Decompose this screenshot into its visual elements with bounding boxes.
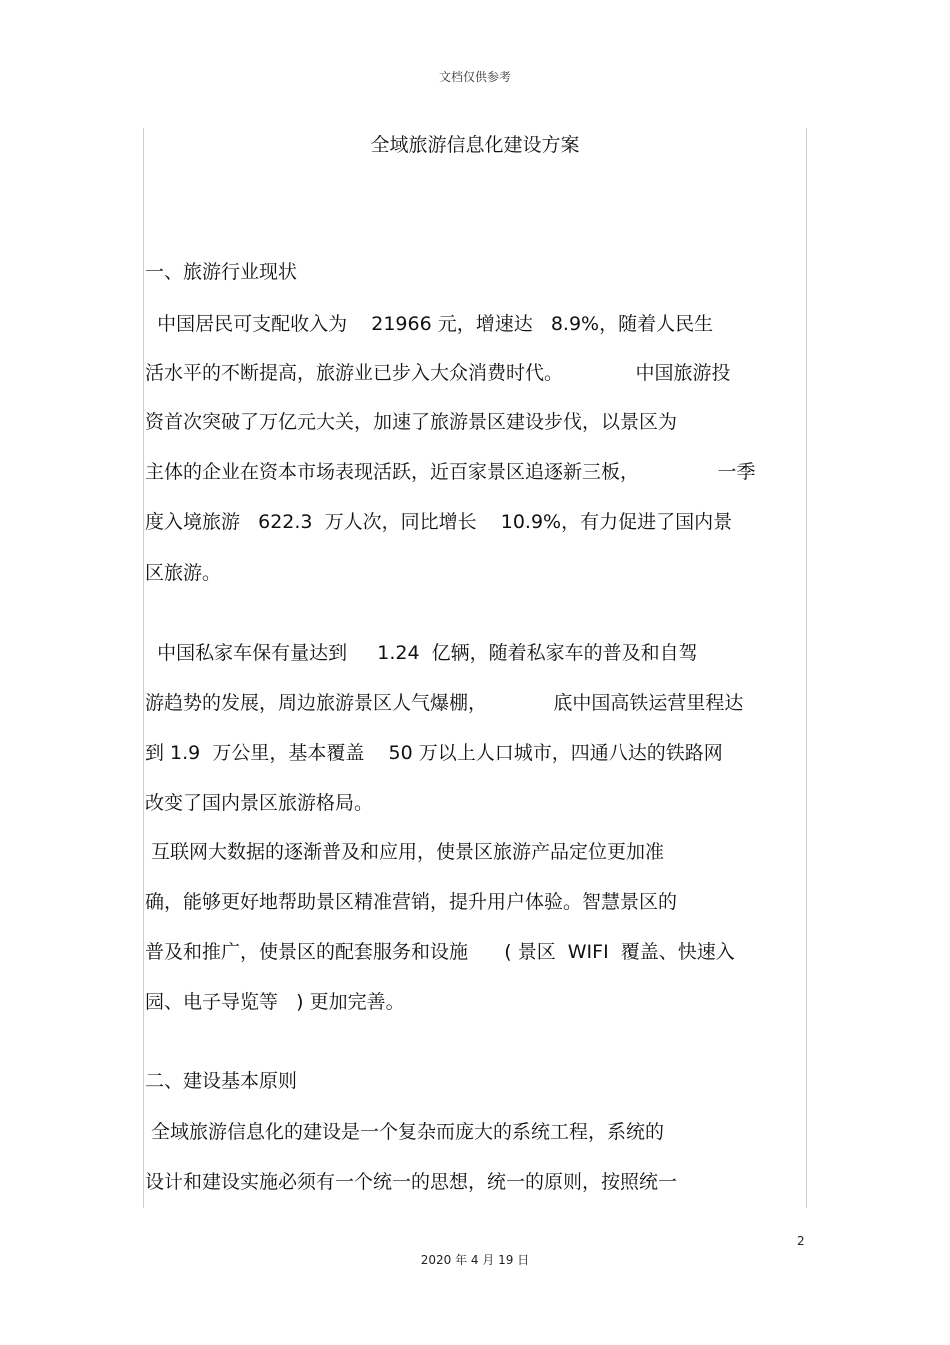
- section-heading-2: 二、建设基本原则: [145, 1070, 298, 1092]
- paragraph-line: 设计和建设实施必须有一个统一的思想，统一的原则，按照统一: [145, 1171, 678, 1193]
- paragraph-line: 普及和推广，使景区的配套服务和设施 ( 景区 WIFI 覆盖、快速入: [145, 941, 735, 963]
- paragraph-line: 中国私家车保有量达到 1.24 亿辆，随着私家车的普及和自驾: [145, 642, 698, 664]
- footer-date: 2020 年 4 月 19 日: [420, 1253, 530, 1267]
- header-note: 文档仅供参考: [438, 70, 511, 84]
- paragraph-line: 区旅游。: [145, 562, 222, 584]
- page-number: 2: [797, 1234, 805, 1248]
- right-margin-line: [806, 128, 807, 1208]
- paragraph-line: 中国居民可支配收入为 21966 元，增速达 8.9%，随着人民生: [145, 313, 714, 335]
- paragraph-line: 到 1.9 万公里，基本覆盖 50 万以上人口城市，四通八达的铁路网: [145, 742, 723, 764]
- paragraph-line: 全域旅游信息化的建设是一个复杂而庞大的系统工程，系统的: [145, 1121, 665, 1143]
- paragraph-line: 互联网大数据的逐渐普及和应用，使景区旅游产品定位更加准: [145, 841, 665, 863]
- document-title: 全域旅游信息化建设方案: [370, 134, 580, 156]
- paragraph-line: 改变了国内景区旅游格局。: [145, 792, 374, 814]
- section-heading-1: 一、旅游行业现状: [145, 261, 298, 283]
- paragraph-line: 度入境旅游 622.3 万人次，同比增长 10.9%，有力促进了国内景: [145, 511, 733, 533]
- left-margin-line: [143, 128, 144, 1208]
- paragraph-line: 主体的企业在资本市场表现活跃，近百家景区追逐新三板， 一季: [145, 461, 756, 483]
- paragraph-line: 园、电子导览等 ) 更加完善。: [145, 991, 405, 1013]
- paragraph-line: 确，能够更好地帮助景区精准营销，提升用户体验。智慧景区的: [145, 891, 678, 913]
- paragraph-line: 游趋势的发展，周边旅游景区人气爆棚， 底中国高铁运营里程达: [145, 692, 744, 714]
- paragraph-line: 资首次突破了万亿元大关，加速了旅游景区建设步伐，以景区为: [145, 411, 678, 433]
- paragraph-line: 活水平的不断提高，旅游业已步入大众消费时代。 中国旅游投: [145, 362, 731, 384]
